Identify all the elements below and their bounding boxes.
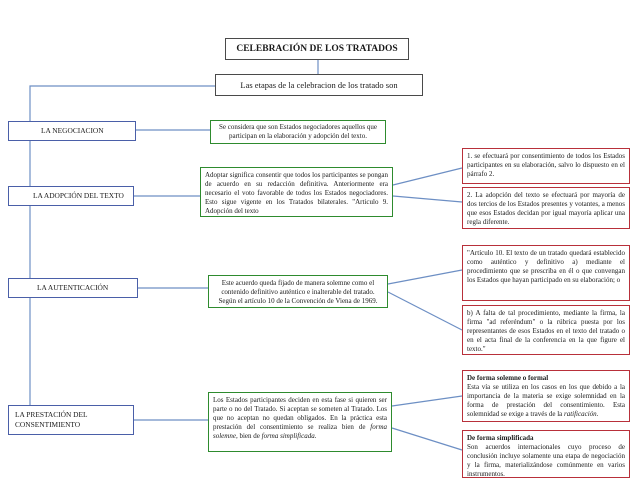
desc-negociacion — [210, 120, 386, 144]
stage-negociacion-label: LA NEGOCIACION — [41, 126, 104, 136]
desc-prestacion-text: Los Estados participantes deciden en esta fase si quieren ser parte o no del Tratado. Si aceptan se someten al Tratado. Los que no aceptan no quedan obligados. En la práctica esta prestación del consentimiento se realiza bien — [213, 396, 387, 432]
detail-autenticacion-2 — [462, 305, 630, 355]
stage-autenticacion-label: LA AUTENTICACIÓN — [37, 283, 109, 293]
connector-autenticacion-2 — [388, 292, 462, 330]
detail-autenticacion-1-text: "Artículo 10. El texto de un tratado quedará establecido como auténtico y definitivo a) mediante el procedimiento que se prescriba en él o que convengan los Estados que hayan participado en su elaboración; o — [467, 249, 625, 285]
connector-adopcion-1 — [393, 168, 462, 185]
connector-simplificada — [392, 428, 462, 450]
desc-prestacion — [208, 392, 392, 452]
stage-prestacion-label-line2: CONSENTIMIENTO — [15, 420, 81, 429]
desc-prestacion-solemne: forma solemne, — [213, 423, 388, 441]
detail-adopcion-1 — [462, 148, 630, 184]
desc-adopcion-text: Adoptar significa consentir que todos los participantes se pongan de acuerdo en su redacción definitiva. Anteriormente era necesario el voto favorable de todos los Estados negociadores. Esto sigue vigente en los Tratados bilaterales. "Articulo 9. Adopción del texto — [205, 171, 388, 216]
subtitle-text: Las etapas de la celebracion de los tratado son — [240, 80, 398, 90]
detail-forma-simplificada — [462, 430, 630, 478]
detail-forma-solemne-title: De forma solemne o formal — [467, 374, 549, 382]
stage-prestacion-label-line1: LA PRESTACIÓN DEL — [15, 410, 88, 420]
detail-adopcion-2-text: 2. La adopción del texto se efectuará por mayoría de dos tercios de los Estados presentes y votantes, a menos que esos Estados decidan por igual mayoría aplicar una regla diferente. — [467, 191, 625, 227]
title-text: CELEBRACIÓN DE LOS TRATADOS — [236, 44, 398, 54]
desc-adopcion — [200, 167, 393, 217]
detail-autenticacion-1 — [462, 245, 630, 301]
diagram-subtitle — [215, 74, 423, 96]
detail-forma-solemne-body: Esta vía se utiliza en los casos en los que debido a la importancia de la materia se exige solemnidad en la forma de prestación del consentimiento. Esta solemnidad se exige a través de la — [467, 383, 625, 419]
connector-adopcion-2 — [393, 196, 462, 202]
connector-solemne — [392, 396, 462, 406]
detail-adopcion-1-text: 1. se efectuará por consentimiento de todos los Estados participantes en su elaboración, salvo lo dispuesto en el párrafo 2. — [467, 152, 625, 179]
diagram-title — [225, 38, 409, 60]
desc-autenticacion-text: Este acuerdo queda fijado de manera solemne como el contenido definitivo auténtico e inalterable del tratado. Según el artículo 10 de la Convención de Viena de 1969. — [218, 279, 378, 306]
detail-forma-solemne-ratificacion: ratificación. — [564, 410, 599, 419]
stage-adopcion-label: LA ADOPCIÓN DEL TEXTO — [33, 191, 124, 201]
connector-autenticacion-1 — [388, 270, 462, 284]
stage-autenticacion — [8, 278, 138, 298]
stage-adopcion — [8, 186, 134, 206]
detail-adopcion-2 — [462, 187, 630, 229]
desc-negociacion-text: Se considera que son Estados negociadores aquellos que participan en la elaboración y adopción del texto. — [218, 123, 378, 141]
detail-forma-simplificada-title: De forma simplificada — [467, 434, 534, 442]
desc-prestacion-simplificada: forma simplificada. — [261, 432, 317, 441]
desc-autenticacion — [208, 275, 388, 308]
desc-prestacion-or1: de — [358, 423, 366, 432]
desc-prestacion-or2: bien de — [239, 432, 260, 441]
stage-prestacion — [8, 405, 134, 435]
detail-autenticacion-2-text: b) A falta de tal procedimiento, mediante la firma, la firma "ad referéndum" o la rúbrica puesta por los representantes de esos Estados en el texto del tratado o en el acta final de la conferencia en la que figure el texto." — [467, 309, 625, 354]
detail-forma-simplificada-body: Son acuerdos internacionales cuyo proceso de conclusión incluye solamente una etapa de negociación y la firma, materializándose comúnmente en varios instrumentos. — [467, 443, 625, 479]
detail-forma-solemne — [462, 370, 630, 422]
stage-negociacion — [8, 121, 136, 141]
